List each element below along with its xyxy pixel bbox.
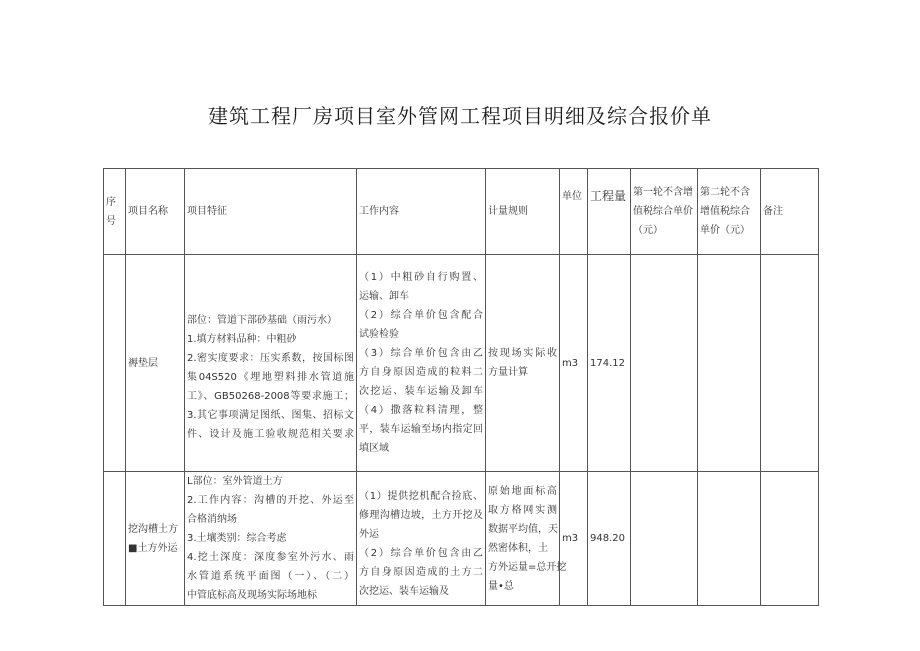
row-unit: m3 [560,255,588,472]
row-price1[interactable] [631,255,698,472]
feature-line: 2.密实度要求：压实系数，按国标图 [187,352,354,364]
feature-line: L部位：室外管道土方 [187,476,283,487]
quote-table [103,168,819,606]
work-line: 次挖运、装车运输及 [359,585,449,597]
feature-line: 集04S520《埋地塑料排水管道施 [187,371,354,383]
work-line: 方自身原因造成的土方二 [359,566,483,578]
document-title: 建筑工程厂房项目室外管网工程项目明细及综合报价单 [208,104,712,128]
row-rule [486,255,560,472]
row-feature [185,472,357,606]
feature-line: 工》、GB50268-2008等要求施工； [187,390,354,402]
feature-line: 3.土壤类别：综合考虑 [187,533,287,544]
rule-line: 按现场实际收 [488,348,557,359]
row-remark [761,472,819,606]
row-feature [185,255,357,472]
header-row [104,169,819,255]
work-line: 运输、卸车 [359,291,409,302]
work-line: 填区域 [359,443,389,454]
rule-line: 方量计算 [488,367,528,378]
row-name: 褥垫层 [126,255,185,472]
rule-line: 方外运量=总开挖 [488,561,567,573]
feature-line: 水管道系统平面图（一）、（二） [187,571,354,582]
row-price2[interactable] [698,255,761,472]
work-line: 平，装车运输至场内指定回 [359,424,483,435]
work-line: （2）综合单价包含由乙 [359,547,483,559]
header-feature: 项目特征 [185,169,357,255]
feature-line: 3.其它事项满足图纸、图集、招标文 [187,409,354,421]
work-line: 外运 [359,528,379,540]
header-qty: 工程量 [588,169,631,255]
feature-line: 中管底标高及现场实际场地标 [187,590,317,601]
header-work: 工作内容 [357,169,486,255]
header-price2: 第二轮不含增值税综合单价（元） [698,169,761,255]
row-unit: m3 [560,472,588,606]
header-remark: 备注 [761,169,819,255]
work-line: 方自身原因造成的粒料二 [359,367,483,378]
rule-line: 取方格网实测 [488,504,557,516]
header-price1: 第一轮不含增值税综合单价（元） [631,169,698,255]
row-price2[interactable] [698,472,761,606]
row-work [357,472,486,606]
row-seq [104,255,126,472]
name-line: ■土方外运 [128,542,178,554]
work-line: （2）综合单价包含配合 [359,310,483,321]
row-qty: 174.12 [588,255,631,472]
row-price1[interactable] [631,472,698,606]
feature-line: 1.填方材料品种：中粗砂 [187,333,297,345]
feature-line: 4.挖土深度：深度参室外污水、雨 [187,552,354,563]
row-work [357,255,486,472]
header-seq: 序号 [104,169,126,255]
rule-line: 数据平均值，天 [488,523,558,535]
work-line: （1）中粗砂自行购置、 [359,272,483,283]
feature-line: 合格消纳场 [187,514,237,525]
rule-line: 量•总 [488,580,514,592]
header-unit: 单位 [560,169,588,255]
feature-line: 件、设计及施工验收规范相关要求 [187,428,354,440]
name-line: 挖沟槽土方 [128,523,178,535]
work-line: （3）综合单价包含由乙 [359,348,483,359]
table-row [104,255,819,472]
table-row [104,472,819,606]
feature-line: 2.工作内容：沟槽的开挖、外运至 [187,495,354,506]
work-line: （1）提供挖机配合捡底、 [359,490,483,502]
rule-line: 然密体积，土 [488,542,548,554]
header-rule: 计量规则 [486,169,560,255]
header-name: 项目名称 [126,169,185,255]
feature-line: 部位：管道下部砂基础（雨污水） [187,314,337,326]
row-remark [761,255,819,472]
row-rule [486,472,567,606]
rule-line: 原始地面标高 [488,485,557,497]
row-seq [104,472,126,606]
work-line: 修理沟槽边坡，土方开挖及 [359,509,483,521]
row-qty: 948.20 [588,472,631,606]
work-line: （4）撒落粒料清理，整 [359,405,483,416]
work-line: 次挖运、装车运输及卸车 [359,386,483,397]
row-name [126,472,185,606]
work-line: 试验检验 [359,329,399,340]
